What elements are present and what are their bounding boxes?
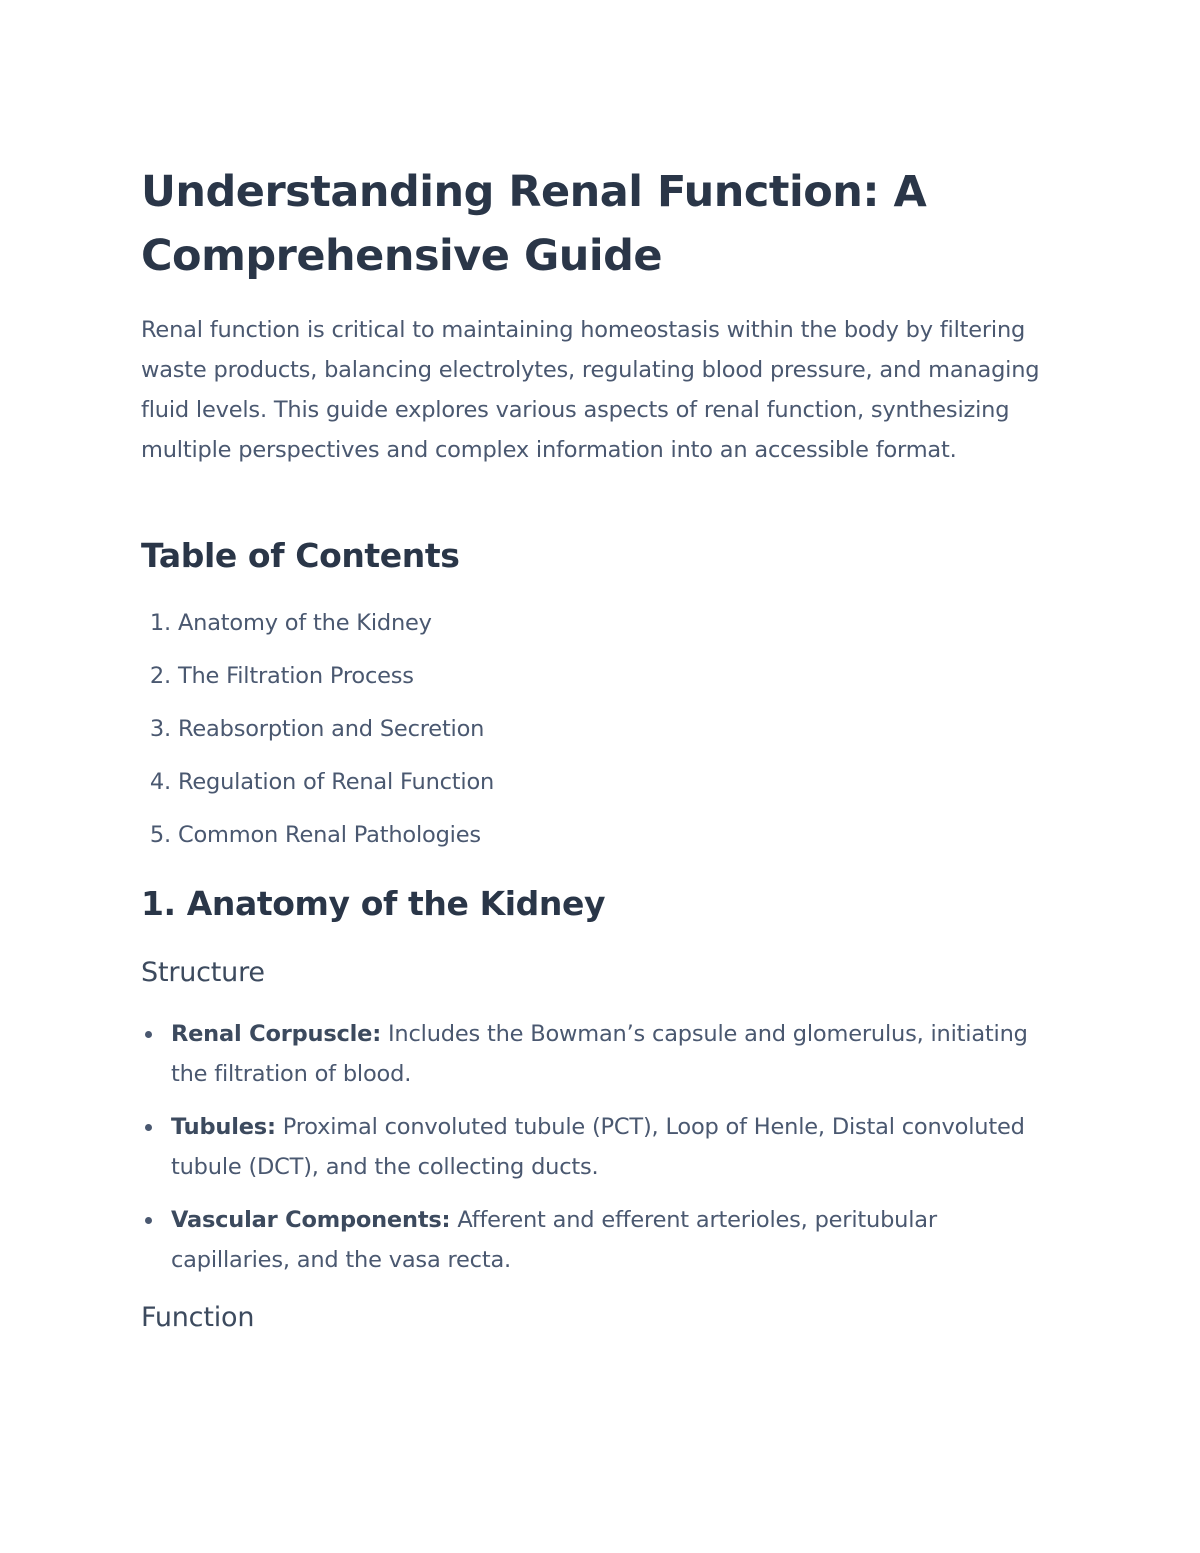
bullet-icon [145,1124,152,1131]
list-item [141,1200,1041,1280]
toc-item [141,708,494,761]
subheading-structure: Structure [141,957,265,988]
bullet-term: Tubules: [171,1114,276,1140]
toc-heading: Table of Contents [141,536,460,575]
toc-item [141,761,494,814]
bullet-icon [145,1031,152,1038]
toc-item-number: 3. [149,716,171,742]
toc-item-label: Common Renal Pathologies [177,822,481,848]
toc-item [141,814,494,867]
toc-item-label: Anatomy of the Kidney [177,610,432,636]
bullet-text: Afferent and efferent arterioles, peritubular capillaries, and the vasa recta. [171,1207,937,1273]
toc-item [141,655,494,708]
toc-item-label: Reabsorption and Secretion [177,716,485,742]
list-item [141,1014,1041,1094]
list-item [141,1107,1041,1187]
bullet-text: Includes the Bowman’s capsule and glomerulus, initiating the filtration of blood. [171,1021,1028,1087]
section-heading-anatomy: 1. Anatomy of the Kidney [141,884,606,923]
bullet-term: Renal Corpuscle: [171,1021,382,1047]
intro-paragraph: Renal function is critical to maintaining homeostasis within the body by filtering waste products, balancing electrolytes, regulating blood pressure, and managing fluid levels. This guide explores various aspects of renal function, synthesizing multiple perspectives and complex information into an accessible format. [141,317,1040,463]
structure-bullet-list [141,1014,1041,1293]
toc-item-number: 4. [149,769,171,795]
bullet-text: Proximal convoluted tubule (PCT), Loop of Henle, Distal convoluted tubule (DCT), and the collecting ducts. [171,1114,1025,1180]
toc-item-number: 2. [149,663,171,689]
toc-list [141,602,494,867]
subheading-function: Function [141,1302,255,1333]
toc-item [141,602,494,655]
toc-item-label: Regulation of Renal Function [177,769,495,795]
toc-item-number: 5. [149,822,171,848]
bullet-icon [145,1217,152,1224]
toc-item-number: 1. [149,610,171,636]
toc-item-label: The Filtration Process [177,663,414,689]
document-title: Understanding Renal Function: A Comprehensive Guide [141,167,927,281]
bullet-term: Vascular Components: [171,1207,451,1233]
